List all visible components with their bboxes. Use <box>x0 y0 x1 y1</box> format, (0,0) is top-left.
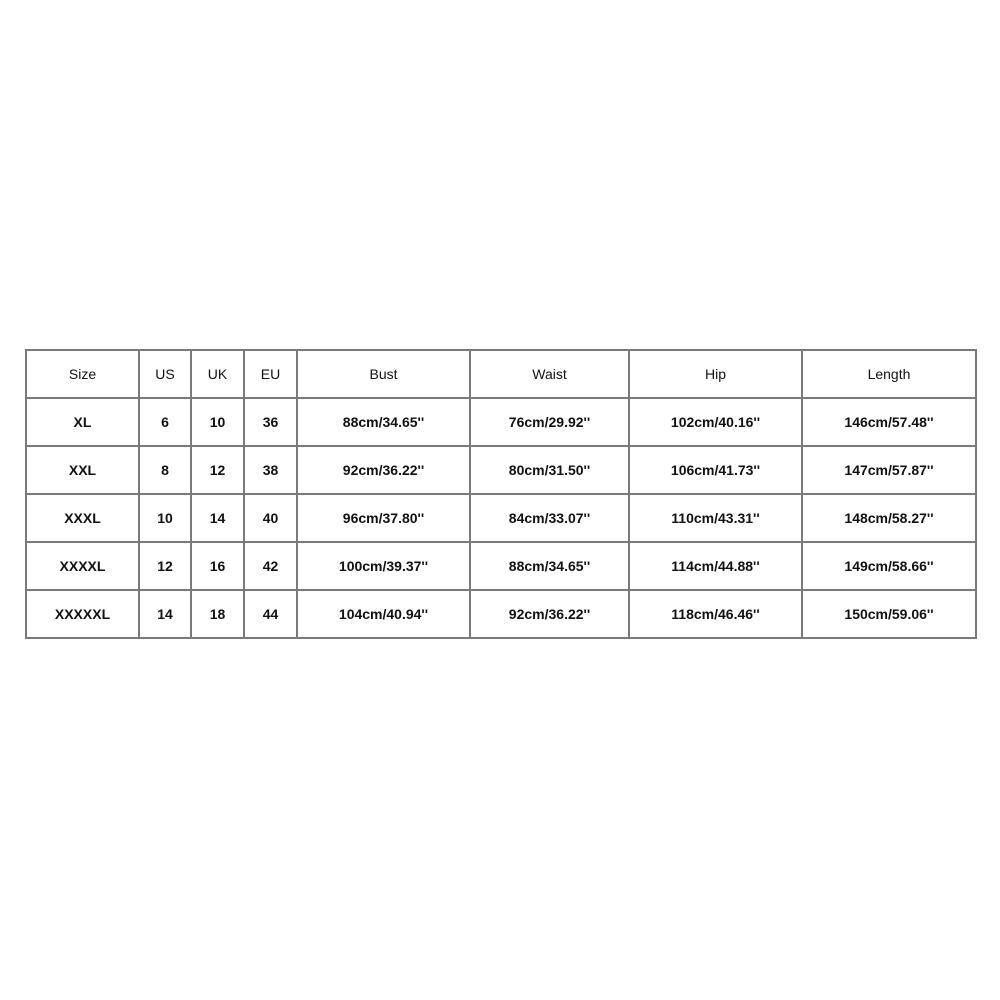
cell-bust: 104cm/40.94'' <box>297 590 470 638</box>
cell-waist: 80cm/31.50'' <box>470 446 629 494</box>
cell-hip: 110cm/43.31'' <box>629 494 802 542</box>
cell-bust: 92cm/36.22'' <box>297 446 470 494</box>
header-length: Length <box>802 350 976 398</box>
cell-uk: 16 <box>191 542 244 590</box>
table-row <box>26 542 976 590</box>
cell-us: 6 <box>139 398 191 446</box>
cell-waist: 88cm/34.65'' <box>470 542 629 590</box>
cell-waist: 76cm/29.92'' <box>470 398 629 446</box>
cell-uk: 14 <box>191 494 244 542</box>
table-row <box>26 398 976 446</box>
cell-hip: 114cm/44.88'' <box>629 542 802 590</box>
cell-us: 10 <box>139 494 191 542</box>
cell-size: XXXXXL <box>26 590 139 638</box>
cell-hip: 102cm/40.16'' <box>629 398 802 446</box>
cell-eu: 40 <box>244 494 297 542</box>
cell-uk: 10 <box>191 398 244 446</box>
cell-us: 8 <box>139 446 191 494</box>
cell-bust: 100cm/39.37'' <box>297 542 470 590</box>
cell-us: 14 <box>139 590 191 638</box>
cell-length: 150cm/59.06'' <box>802 590 976 638</box>
cell-length: 148cm/58.27'' <box>802 494 976 542</box>
table-row <box>26 590 976 638</box>
table-row <box>26 494 976 542</box>
header-size: Size <box>26 350 139 398</box>
cell-eu: 44 <box>244 590 297 638</box>
cell-hip: 118cm/46.46'' <box>629 590 802 638</box>
cell-uk: 18 <box>191 590 244 638</box>
header-waist: Waist <box>470 350 629 398</box>
table-row <box>26 446 976 494</box>
cell-uk: 12 <box>191 446 244 494</box>
cell-size: XXXXL <box>26 542 139 590</box>
header-row <box>26 350 976 398</box>
cell-us: 12 <box>139 542 191 590</box>
cell-eu: 38 <box>244 446 297 494</box>
cell-waist: 92cm/36.22'' <box>470 590 629 638</box>
cell-size: XXL <box>26 446 139 494</box>
cell-size: XL <box>26 398 139 446</box>
cell-length: 149cm/58.66'' <box>802 542 976 590</box>
cell-hip: 106cm/41.73'' <box>629 446 802 494</box>
cell-bust: 88cm/34.65'' <box>297 398 470 446</box>
header-us: US <box>139 350 191 398</box>
cell-size: XXXL <box>26 494 139 542</box>
header-bust: Bust <box>297 350 470 398</box>
cell-length: 147cm/57.87'' <box>802 446 976 494</box>
size-chart <box>25 349 975 639</box>
cell-length: 146cm/57.48'' <box>802 398 976 446</box>
header-hip: Hip <box>629 350 802 398</box>
cell-waist: 84cm/33.07'' <box>470 494 629 542</box>
cell-bust: 96cm/37.80'' <box>297 494 470 542</box>
size-table <box>25 349 977 639</box>
header-uk: UK <box>191 350 244 398</box>
cell-eu: 36 <box>244 398 297 446</box>
header-eu: EU <box>244 350 297 398</box>
cell-eu: 42 <box>244 542 297 590</box>
